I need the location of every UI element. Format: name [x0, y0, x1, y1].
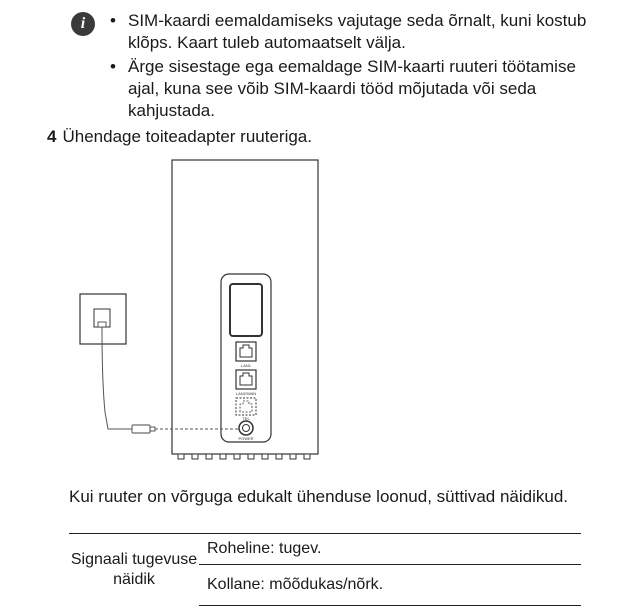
table-cell: Kollane: mõõdukas/nõrk. — [199, 565, 581, 606]
step-text: Ühendage toiteadapter ruuteriga. — [62, 127, 312, 146]
lan1-port-label: LAN1 — [240, 363, 252, 368]
description: Kui ruuter on võrguga edukalt ühenduse loonud, süttivad näidikud. — [69, 487, 569, 506]
note-list — [106, 10, 606, 124]
sim-slot — [230, 284, 262, 336]
table-header: Signaali tugevuse näidik — [69, 534, 199, 606]
table-row — [69, 534, 581, 565]
indicator-table — [69, 533, 581, 606]
note-item: • SIM-kaardi eemaldamiseks vajutage seda õrnalt, kuni kostub klõps. Kaart tuleb automaatselt välja. — [106, 10, 606, 54]
step-number: 4 — [47, 127, 57, 146]
power-port-label: POWER — [238, 436, 254, 441]
note-item: • Ärge sisestage ega eemaldage SIM-kaarti ruuteri töötamise ajal, kuna see võib SIM-kaardi tööd mõjutada või seda kahjustada. — [106, 56, 606, 122]
router-feet — [178, 454, 310, 459]
info-icon: i — [71, 12, 95, 36]
tel-port-label: TEL — [242, 416, 250, 421]
tel-port — [236, 398, 256, 415]
step-4 — [47, 126, 312, 148]
power-plug — [132, 425, 150, 433]
router-diagram — [60, 152, 330, 472]
power-port — [239, 421, 253, 435]
lan2-port-label: LAN2/WAN — [235, 391, 257, 396]
table-cell: Roheline: tugev. — [199, 534, 581, 565]
